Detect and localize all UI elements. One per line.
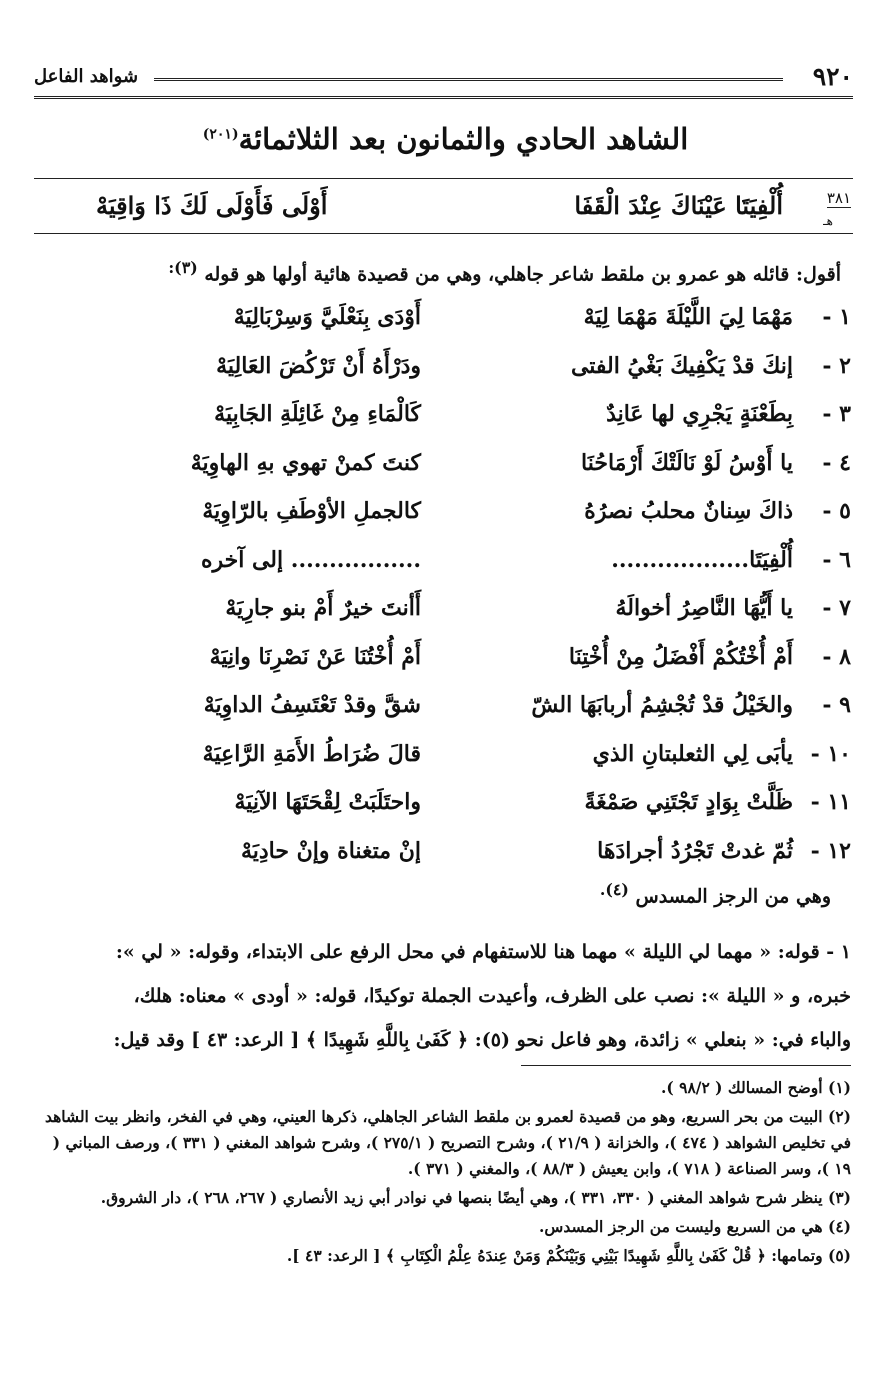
poem — [31, 298, 851, 880]
commentary-line: والباء في: « بنعلي » زائدة، وهو فاعل نحو (٥): ﴿ كَفَىٰ بِاللَّهِ شَهِيدًا ﴾ [ الرعد: ٤٣ ] وقد قيل: — [113, 1029, 851, 1051]
line-number: ٣ - — [822, 401, 851, 427]
poem-line — [31, 298, 851, 347]
line-number: ٥ - — [822, 498, 851, 524]
footnote: (١) أوضح المسالك ( ٩٨/٢ ). — [661, 1078, 851, 1097]
second-hemistich: كالجملِ الأوْطَفِ بالرّاوِيَهْ — [202, 498, 421, 524]
poem-line — [31, 541, 851, 590]
meter-note — [600, 880, 831, 907]
first-hemistich: يا أَوْسُ لَوْ نَالَتْكَ أَرْمَاحُنَا — [581, 449, 793, 476]
second-hemistich: إنْ متغناة وإنْ حادِيَهْ — [240, 837, 421, 864]
poem-line — [31, 832, 851, 881]
line-number: ١ - — [822, 304, 851, 330]
meter-footnote-ref: (٤). — [599, 880, 629, 899]
line-number: ٨ - — [822, 643, 851, 670]
poem-line — [31, 395, 851, 444]
line-number: ٢ - — [822, 352, 851, 379]
line-number: ٤ - — [822, 449, 851, 476]
first-hemistich: مَهْمَا لِيَ اللَّيْلَةَ مَهْمَا لِيَهْ — [583, 304, 793, 330]
first-hemistich: ظَلَّتْ بِوَادٍ تَجْتَنِي صَمْغَةً — [584, 789, 793, 815]
footnotes — [40, 1075, 851, 1272]
first-hemistich: ثُمّ غدتْ تَجْرُدُ أجرادَهَا — [597, 837, 793, 864]
commentary-line: خبره، و « الليلة »: نصب على الظرف، وأعيدت الجملة توكيدًا، قوله: « أودى » معناه: هلك، — [133, 985, 851, 1007]
verse-mark: هـ — [823, 214, 833, 228]
footnote: (٣) ينظر شرح شواهد المغني ( ٣٣٠، ٣٣١ )، وهي أيضًا بنصها في نوادر أبي زيد الأنصاري ( ٢٦٧، ٢٦٨ )، دار الشروق. — [100, 1188, 851, 1207]
title-footnote-ref: (٢٠١) — [202, 126, 239, 143]
footnote: (٢) البيت من بحر السريع، وهو من قصيدة لعمرو بن ملقط الشاعر الجاهلي، ذكرها العيني، وهي في الفخر، وانظر بيت الشاهد في تخليص الشواهد ( ٤٧٤ )، والخزانة ( ٢١/٩ )، وشرح التصريح ( ٢٧٥/١ )، وشرح شواهد المغني ( ٣٣١ )، ورصف المباني ( ١٩ )، وسر الصناعة ( ٧١٨ )، وابن يعيش ( ٨٨/٣ )، والمغني ( ٣٧١ ). — [44, 1107, 851, 1178]
footnote: (٥) وتمامها: ﴿ قُلْ كَفَىٰ بِاللَّهِ شَهِيدًا بَيْنِي وَبَيْنَكُمْ وَمَنْ عِندَهُ عِلْمُ الْكِتَابِ ﴾ [ الرعد: ٤٣ ]. — [286, 1246, 851, 1265]
poem-line — [31, 444, 851, 493]
intro-footnote-ref: (٣): — [168, 258, 198, 277]
line-number: ٧ - — [822, 595, 851, 621]
page-header — [34, 62, 853, 99]
second-hemistich: أَمْ أُخْتُنَا عَنْ نَصْرِنَا وانِيَهْ — [209, 643, 421, 670]
poem-line — [31, 638, 851, 687]
section-title — [0, 122, 891, 156]
second-hemistich: قالَ ضُرَاطُ الأَمَةِ الرَّاعِيَهْ — [202, 740, 421, 767]
page-number: ٩٢٠ — [812, 62, 853, 91]
meter-text: وهي من الرجز المسدس — [635, 885, 831, 908]
intro-text: قائله هو عمرو بن ملقط شاعر جاهلي، وهي من قصيدة هائية أولها هو قوله — [204, 263, 796, 286]
line-number: ١٠ - — [810, 740, 851, 767]
verse-hemistich-2: أَوْلَى فَأَوْلَى لَكَ ذَا وَاقِيَهْ — [96, 191, 328, 220]
second-hemistich: ................. إلى آخره — [200, 546, 421, 573]
second-hemistich: ودَرْأَهُ أَنْ تَرْكُضَ العَالِيَهْ — [216, 352, 421, 379]
first-hemistich: إنكَ قدْ يَكْفِيكَ بَغْيُ الفتى — [570, 352, 793, 379]
commentary-line: ١ - قوله: « مهما لي الليلة » مهما هنا للاستفهام في محل الرفع على الابتداء، وقوله: « لي »: — [115, 941, 851, 963]
second-hemistich: كنتَ كمنْ تهوي بهِ الهاوِيَهْ — [190, 449, 421, 476]
second-hemistich: واحتَلَبَتْ لِقْحَتَهَا الآنِيَهْ — [234, 789, 421, 815]
poem-line — [31, 686, 851, 735]
poem-line — [31, 492, 851, 541]
witness-verse — [34, 178, 853, 234]
line-number: ٦ - — [822, 546, 851, 573]
first-hemistich: أُلْفِيَتَا.................. — [611, 546, 793, 573]
commentary — [40, 930, 851, 1062]
second-hemistich: أَأنتَ خيرٌ أَمْ بنو جارِيَهْ — [225, 595, 421, 621]
intro-label: أقول: — [796, 263, 841, 286]
running-title: شواهد الفاعل — [34, 66, 139, 87]
line-number: ١٢ - — [810, 837, 851, 864]
verse-hemistich-1: أُلْفِيَتَا عَيْنَاكَ عِنْدَ الْقَفَا — [574, 191, 783, 220]
poem-line — [31, 783, 851, 832]
first-hemistich: ذاكَ سِنانٌ محلبُ نصرُهُ — [584, 498, 793, 524]
line-number: ٩ - — [822, 692, 851, 718]
poem-line — [31, 589, 851, 638]
intro-paragraph — [40, 258, 841, 285]
header-rule — [154, 78, 783, 81]
footnote: (٤) هي من السريع وليست من الرجز المسدس. — [539, 1217, 851, 1236]
footnote-divider — [521, 1065, 851, 1066]
poem-line — [31, 347, 851, 396]
first-hemistich: أَمْ أُخْتُكُمْ أَفْضَلُ مِنْ أُخْتِنَا — [568, 643, 793, 670]
second-hemistich: شقَّ وقدْ تَعْتَسِفُ الداوِيَهْ — [203, 692, 421, 718]
second-hemistich: أَوْدَى بِنَعْلَيَّ وَسِرْبَالِيَهْ — [233, 304, 421, 330]
verse-number: ٣٨١ — [826, 189, 851, 207]
section-title-text: الشاهد الحادي والثمانون بعد الثلاثمائة — [238, 122, 689, 156]
first-hemistich: والخَيْلُ قدْ تُجْشِمُ أربابَهَا الشّ — [531, 692, 793, 718]
second-hemistich: كَالْمَاءِ مِنْ غَائِلَةِ الجَابِيَهْ — [214, 401, 421, 427]
first-hemistich: بِطَعْنَةٍ يَجْرِي لها عَانِدٌ — [606, 401, 793, 427]
first-hemistich: يا أَيُّهَا النَّاصِرُ أخوالَهُ — [615, 595, 793, 621]
poem-line — [31, 735, 851, 784]
line-number: ١١ - — [810, 789, 851, 815]
first-hemistich: يأبَى لِي الثعلبتانِ الذي — [592, 740, 793, 767]
